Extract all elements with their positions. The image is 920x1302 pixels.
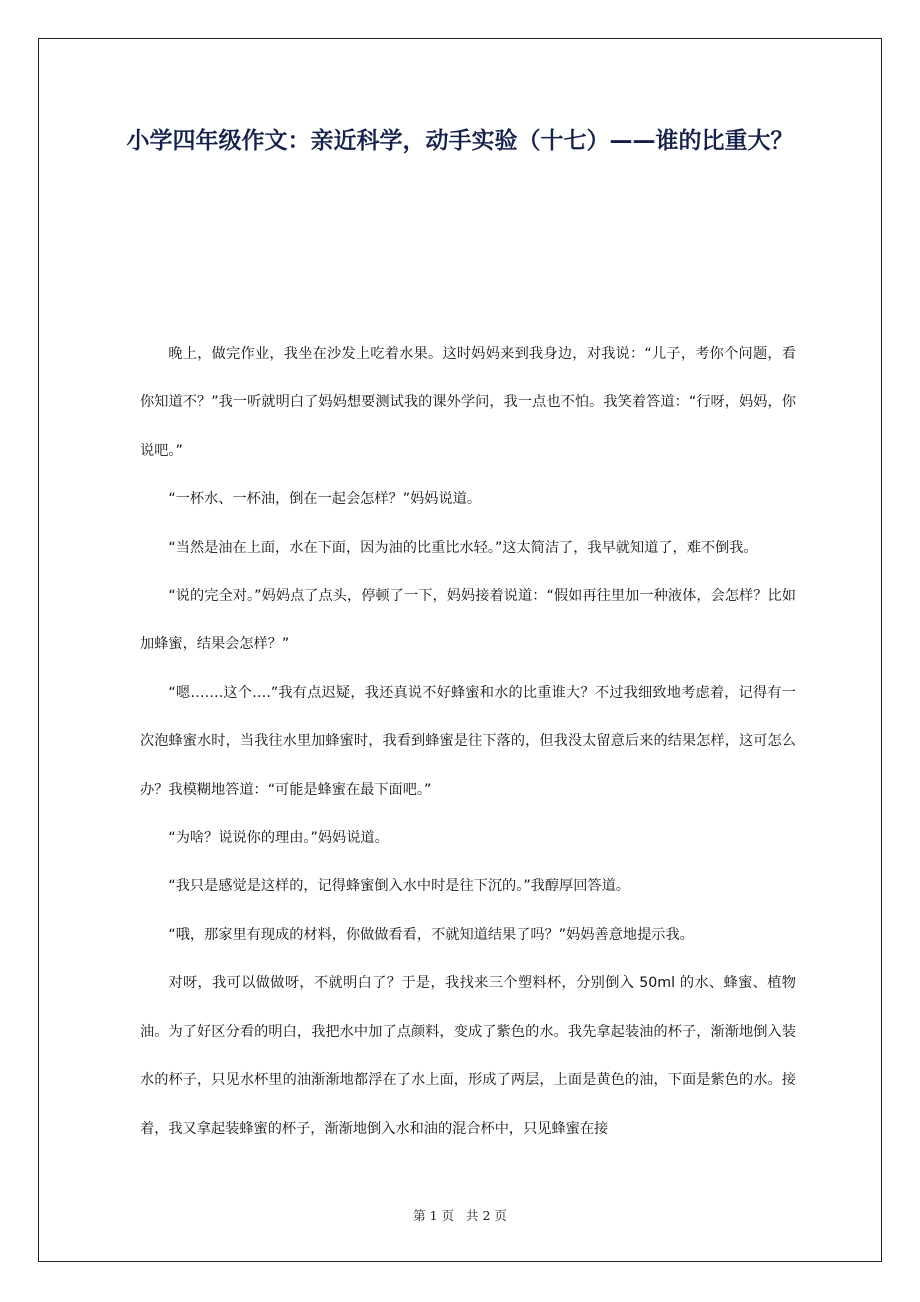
paragraph: “说的完全对。”妈妈点了点头，停顿了一下，妈妈接着说道：“假如再往里加一种液体，会怎样？比如加蜂蜜，结果会怎样？” <box>140 588 796 653</box>
paragraph: “哦，那家里有现成的材料，你做做看看，不就知道结果了吗？”妈妈善意地提示我。 <box>168 926 694 943</box>
article-body <box>140 330 796 1153</box>
page-number: 第 1 页 <box>413 1208 454 1223</box>
paragraph: “嗯…….这个….”我有点迟疑，我还真说不好蜂蜜和水的比重谁大？不过我细致地考虑着，记得有一次泡蜂蜜水时，当我往水里加蜂蜜时，我看到蜂蜜是往下落的，但我没太留意后来的结果怎样，这可怎么办？我模糊地答道：“可能是蜂蜜在最下面吧。” <box>140 684 796 798</box>
page-total: 共 2 页 <box>465 1208 507 1223</box>
paragraph: 对呀，我可以做做呀，不就明白了？于是，我找来三个塑料杯，分别倒入 50ml 的水、蜂蜜、植物油。为了好区分看的明白，我把水中加了点颜料，变成了紫色的水。我先拿起装油的杯子，渐渐地倒入装水的杯子，只见水杯里的油渐渐地都浮在了水上面，形成了两层，上面是黄色的油，下面是紫色的水。接着，我又拿起装蜂蜜的杯子，渐渐地倒入水和油的混合杯中，只见蜂蜜在接 <box>140 975 796 1137</box>
page-footer <box>0 1206 920 1224</box>
paragraph: “我只是感觉是这样的，记得蜂蜜倒入水中时是往下沉的。”我醇厚回答道。 <box>168 878 630 895</box>
page-title: 小学四年级作文：亲近科学，动手实验（十七）——谁的比重大？ <box>126 128 794 154</box>
paragraph: 晚上，做完作业，我坐在沙发上吃着水果。这时妈妈来到我身边，对我说：“儿子，考你个问题，看你知道不？”我一听就明白了妈妈想要测试我的课外学问，我一点也不怕。我笑着答道：“行呀，妈妈，你说吧。” <box>140 346 796 459</box>
paragraph: “当然是油在上面，水在下面，因为油的比重比水轻。”这太简洁了，我早就知道了，难不倒我。 <box>168 539 758 556</box>
paragraph: “为啥？说说你的理由。”妈妈说道。 <box>168 830 389 847</box>
paragraph: “一杯水、一杯油，倒在一起会怎样？”妈妈说道。 <box>168 491 482 508</box>
